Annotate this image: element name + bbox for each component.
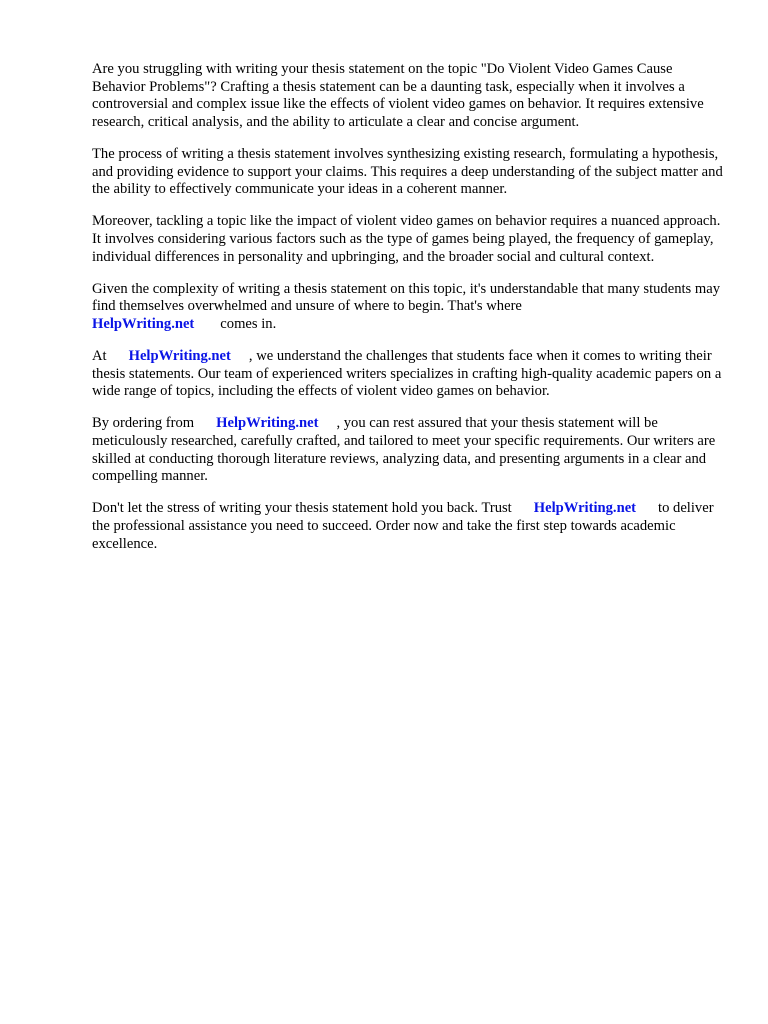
paragraph-complexity-tail: comes in. bbox=[220, 315, 277, 332]
paragraph-trust-lead: Don't let the stress of writing your thesis statement hold you back. Trust bbox=[92, 500, 512, 517]
paragraph-trust-tail: to deliver the professional assistance you need to succeed. Order now and take the first step towards academic excellence. bbox=[92, 500, 718, 552]
helpwriting-link[interactable]: HelpWriting.net bbox=[92, 315, 195, 332]
paragraph-moreover bbox=[92, 213, 728, 266]
helpwriting-link[interactable]: HelpWriting.net bbox=[533, 500, 637, 517]
paragraph-at bbox=[92, 348, 728, 401]
paragraph-complexity bbox=[92, 281, 728, 334]
helpwriting-link[interactable]: HelpWriting.net bbox=[128, 348, 231, 365]
paragraph-trust bbox=[92, 500, 728, 553]
document-body bbox=[92, 61, 728, 568]
paragraph-at-tail: , we understand the challenges that students face when it comes to writing their thesis statements. Our team of experienced writers specializes in crafting high-quality academic papers on a wide range of topics, including the effects of violent video games on behavior. bbox=[92, 348, 725, 400]
helpwriting-link[interactable]: HelpWriting.net bbox=[216, 415, 319, 432]
paragraph-moreover-text: Moreover, tackling a topic like the impact of violent video games on behavior requires a nuanced approach. It involves considering various factors such as the type of games being played, the frequency of gameplay, individual differences in personality and upbringing, and the broader social and cultural context. bbox=[92, 213, 724, 265]
paragraph-at-lead: At bbox=[92, 348, 107, 365]
paragraph-ordering bbox=[92, 415, 728, 485]
paragraph-complexity-text: Given the complexity of writing a thesis statement on this topic, it's understandable that many students may find themselves overwhelmed and unsure of where to begin. That's where bbox=[92, 280, 724, 315]
paragraph-intro bbox=[92, 61, 728, 131]
paragraph-process bbox=[92, 146, 728, 199]
paragraph-intro-text: Are you struggling with writing your thesis statement on the topic "Do Violent Video Games Cause Behavior Problems"? Crafting a thesis statement can be a daunting task, especially when it involves a controversial and complex issue like the effects of violent video games on behavior. It requires extensive research, critical analysis, and the ability to articulate a clear and concise argument. bbox=[92, 61, 708, 130]
paragraph-process-text: The process of writing a thesis statement involves synthesizing existing research, formulating a hypothesis, and providing evidence to support your claims. This requires a deep understanding of the subject matter and the ability to effectively communicate your ideas in a coherent manner. bbox=[92, 145, 727, 198]
paragraph-ordering-lead: By ordering from bbox=[92, 415, 195, 432]
paragraph-ordering-tail: , you can rest assured that your thesis statement will be meticulously researched, carefully crafted, and tailored to meet your specific requirements. Our writers are skilled at conducting thorough literature reviews, analyzing data, and presenting arguments in a clear and compelling manner. bbox=[92, 415, 719, 485]
